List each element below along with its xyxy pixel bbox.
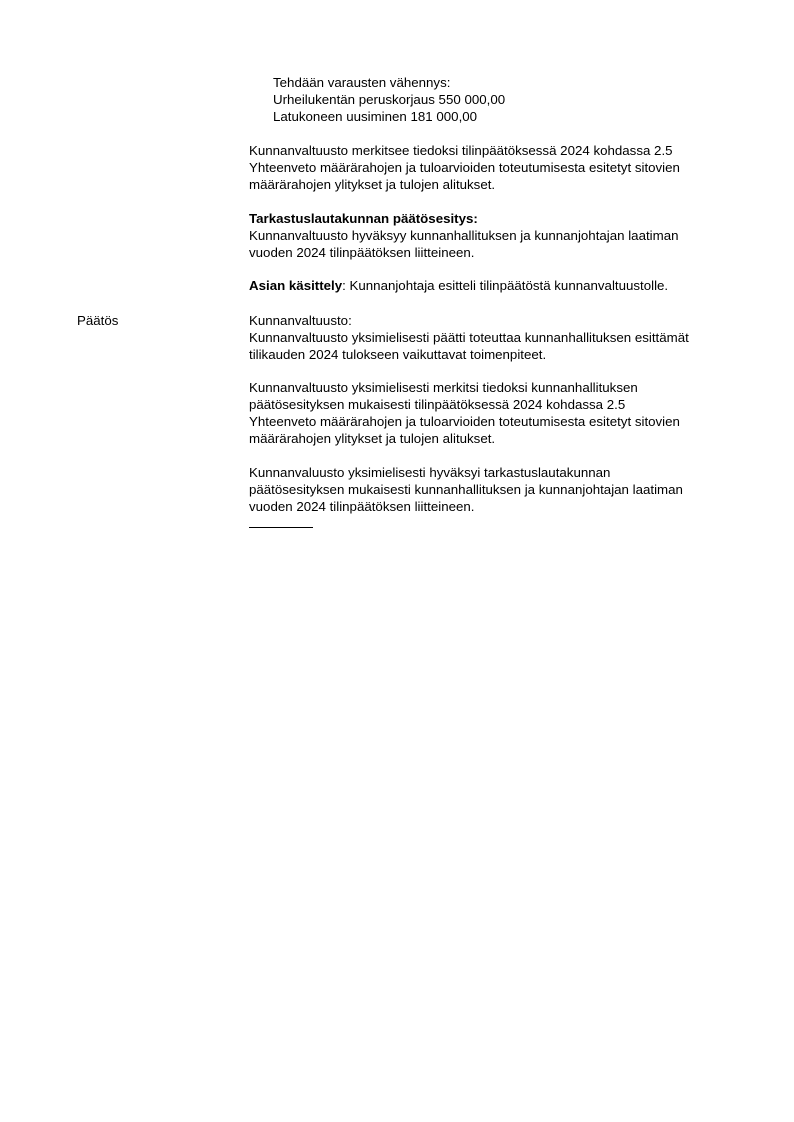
paragraph-line: Kunnanvaltuusto merkitsee tiedoksi tilinpäätöksessä 2024 kohdassa 2.5 <box>249 143 673 158</box>
paragraph-line: Yhteenveto määrärahojen ja tuloarvioiden toteutumisesta esitetyt sitovien <box>249 414 680 429</box>
decision-paragraph-2 <box>249 379 739 447</box>
paragraph-line: päätösesityksen mukaisesti tilinpäätöksessä 2024 kohdassa 2.5 <box>249 397 626 412</box>
decision-intro: Kunnanvaltuusto: <box>249 313 352 328</box>
closing-rule <box>249 527 313 528</box>
decision-side-label: Päätös <box>77 313 119 328</box>
paragraph-line: määrärahojen ylitykset ja tulojen alitukset. <box>249 431 496 446</box>
decision-block <box>249 312 739 363</box>
handling-text: : Kunnanjohtaja esitteli tilinpäätöstä kunnanvaltuustolle. <box>342 278 669 293</box>
paragraph-line: Kunnanvaluusto yksimielisesti hyväksyi tarkastuslautakunnan <box>249 465 611 480</box>
paragraph-line: Kunnanvaltuusto yksimielisesti päätti toteuttaa kunnanhallituksen esittämät <box>249 330 689 345</box>
acknowledgement-paragraph <box>249 142 739 193</box>
paragraph-line: Yhteenveto määrärahojen ja tuloarvioiden toteutumisesta esitetyt sitovien <box>249 160 680 175</box>
reduction-item: Latukoneen uusiminen 181 000,00 <box>273 109 478 124</box>
paragraph-line: vuoden 2024 tilinpäätöksen liitteineen. <box>249 499 475 514</box>
handling-label: Asian käsittely <box>249 278 343 293</box>
paragraph-line: vuoden 2024 tilinpäätöksen liitteineen. <box>249 245 475 260</box>
handling-paragraph <box>249 277 739 294</box>
reduction-item: Urheilukentän peruskorjaus 550 000,00 <box>273 92 506 107</box>
paragraph-line: Kunnanvaltuusto yksimielisesti merkitsi tiedoksi kunnanhallituksen <box>249 380 638 395</box>
audit-proposal-heading: Tarkastuslautakunnan päätösesitys: <box>249 211 478 226</box>
reductions-heading: Tehdään varausten vähennys: <box>273 75 451 90</box>
audit-proposal <box>249 210 739 261</box>
paragraph-line: päätösesityksen mukaisesti kunnanhallituksen ja kunnanjohtajan laatiman <box>249 482 683 497</box>
reductions-block <box>273 74 733 125</box>
paragraph-line: Kunnanvaltuusto hyväksyy kunnanhallituksen ja kunnanjohtajan laatiman <box>249 228 679 243</box>
decision-paragraph-3 <box>249 464 739 515</box>
paragraph-line: määrärahojen ylitykset ja tulojen alitukset. <box>249 177 496 192</box>
paragraph-line: tilikauden 2024 tulokseen vaikuttavat toimenpiteet. <box>249 347 547 362</box>
